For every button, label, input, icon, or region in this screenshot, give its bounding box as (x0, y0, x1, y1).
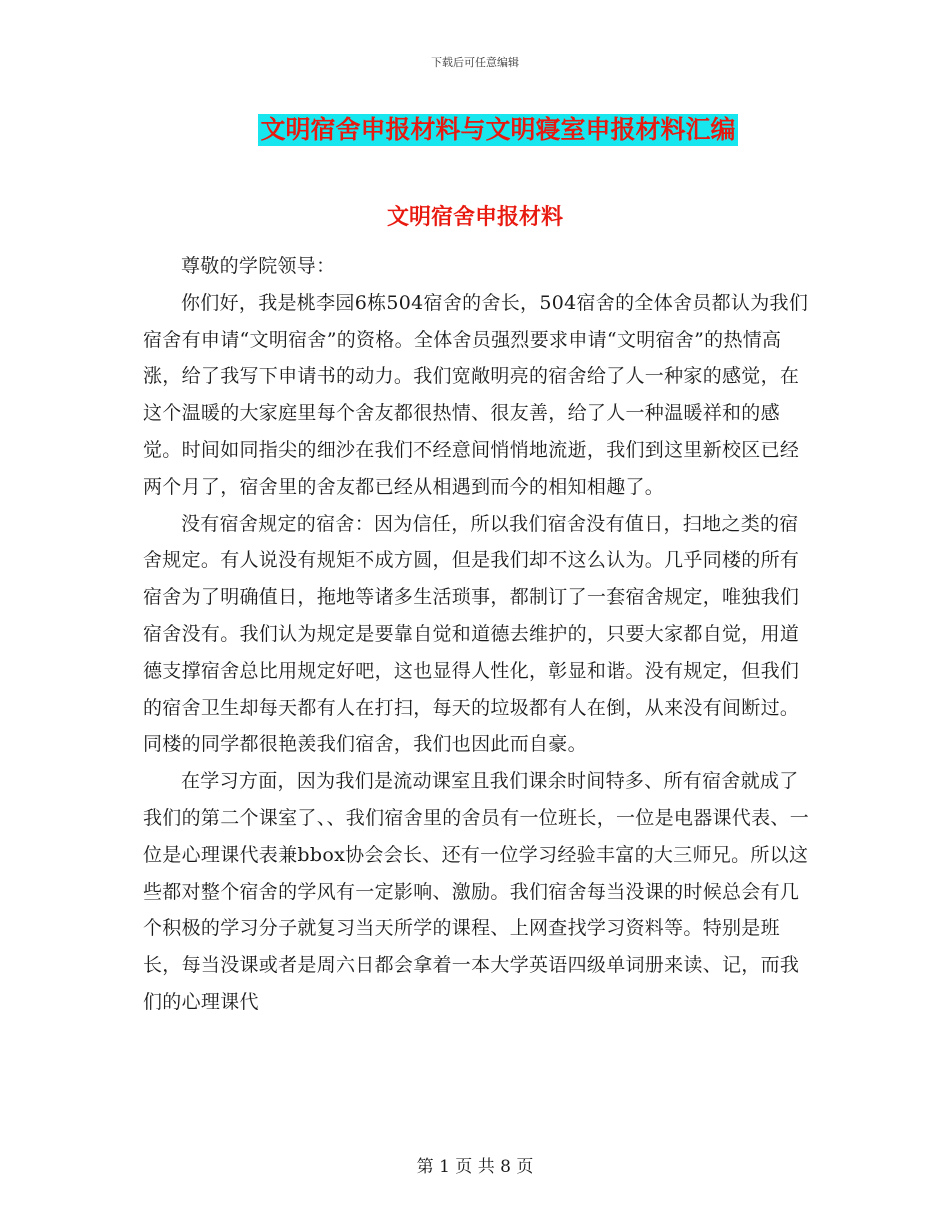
document-title-text: 文明宿舍申报材料与文明寝室申报材料汇编 (260, 115, 736, 144)
salutation: 尊敬的学院领导： (181, 255, 336, 277)
paragraph: 没有宿舍规定的宿舍：因为信任，所以我们宿舍没有值日，扫地之类的宿舍规定。有人说没有规矩不成方圆，但是我们却不这么认为。几乎同楼的所有宿舍为了明确值日，拖地等诸多生活琐事，都制订了一套宿舍规定，唯独我们宿舍没有。我们认为规定是要靠自觉和道德去维护的，只要大家都自觉，用道德支撑宿舍总比用规定好吧，这也显得人性化，彰显和谐。没有规定，但我们的宿舍卫生却每天都有人在打扫，每天的垃圾都有人在倒，从来没有间断过。同楼的同学都很艳羡我们宿舍，我们也因此而自豪。 (143, 512, 800, 756)
header-note: 下载后可任意编辑 (431, 56, 519, 69)
document-body (143, 248, 811, 1021)
page-footer: 第 1 页 共 8 页 (416, 1157, 534, 1177)
document-title (0, 114, 950, 146)
paragraph: 你们好，我是桃李园6栋504宿舍的舍长，504宿舍的全体舍员都认为我们宿舍有申请“文明宿舍”的资格。全体舍员强烈要求申请“文明宿舍”的热情高涨，给了我写下申请书的动力。我们宽敞明亮的宿舍给了人一种家的感觉，在这个温暖的大家庭里每个舍友都很热情、很友善，给了人一种温暖祥和的感觉。时间如同指尖的细沙在我们不经意间悄悄地流逝，我们到这里新校区已经两个月了，宿舍里的舍友都已经从相遇到而今的相知相趣了。 (143, 291, 809, 498)
section-title: 文明宿舍申报材料 (386, 204, 563, 230)
paragraph: 在学习方面，因为我们是流动课室且我们课余时间特多、所有宿舍就成了我们的第二个课室了、、我们宿舍里的舍员有一位班长，一位是电器课代表、一位是心理课代表兼bbox协会会长、还有一位学习经验丰富的大三师兄。所以这些都对整个宿舍的学风有一定影响、激励。我们宿舍每当没课的时候总会有几个积极的学习分子就复习当天所学的课程、上网查找学习资料等。特别是班长，每当没课或者是周六日都会拿着一本大学英语四级单词册来读、记，而我们的心理课代 (143, 770, 810, 1013)
